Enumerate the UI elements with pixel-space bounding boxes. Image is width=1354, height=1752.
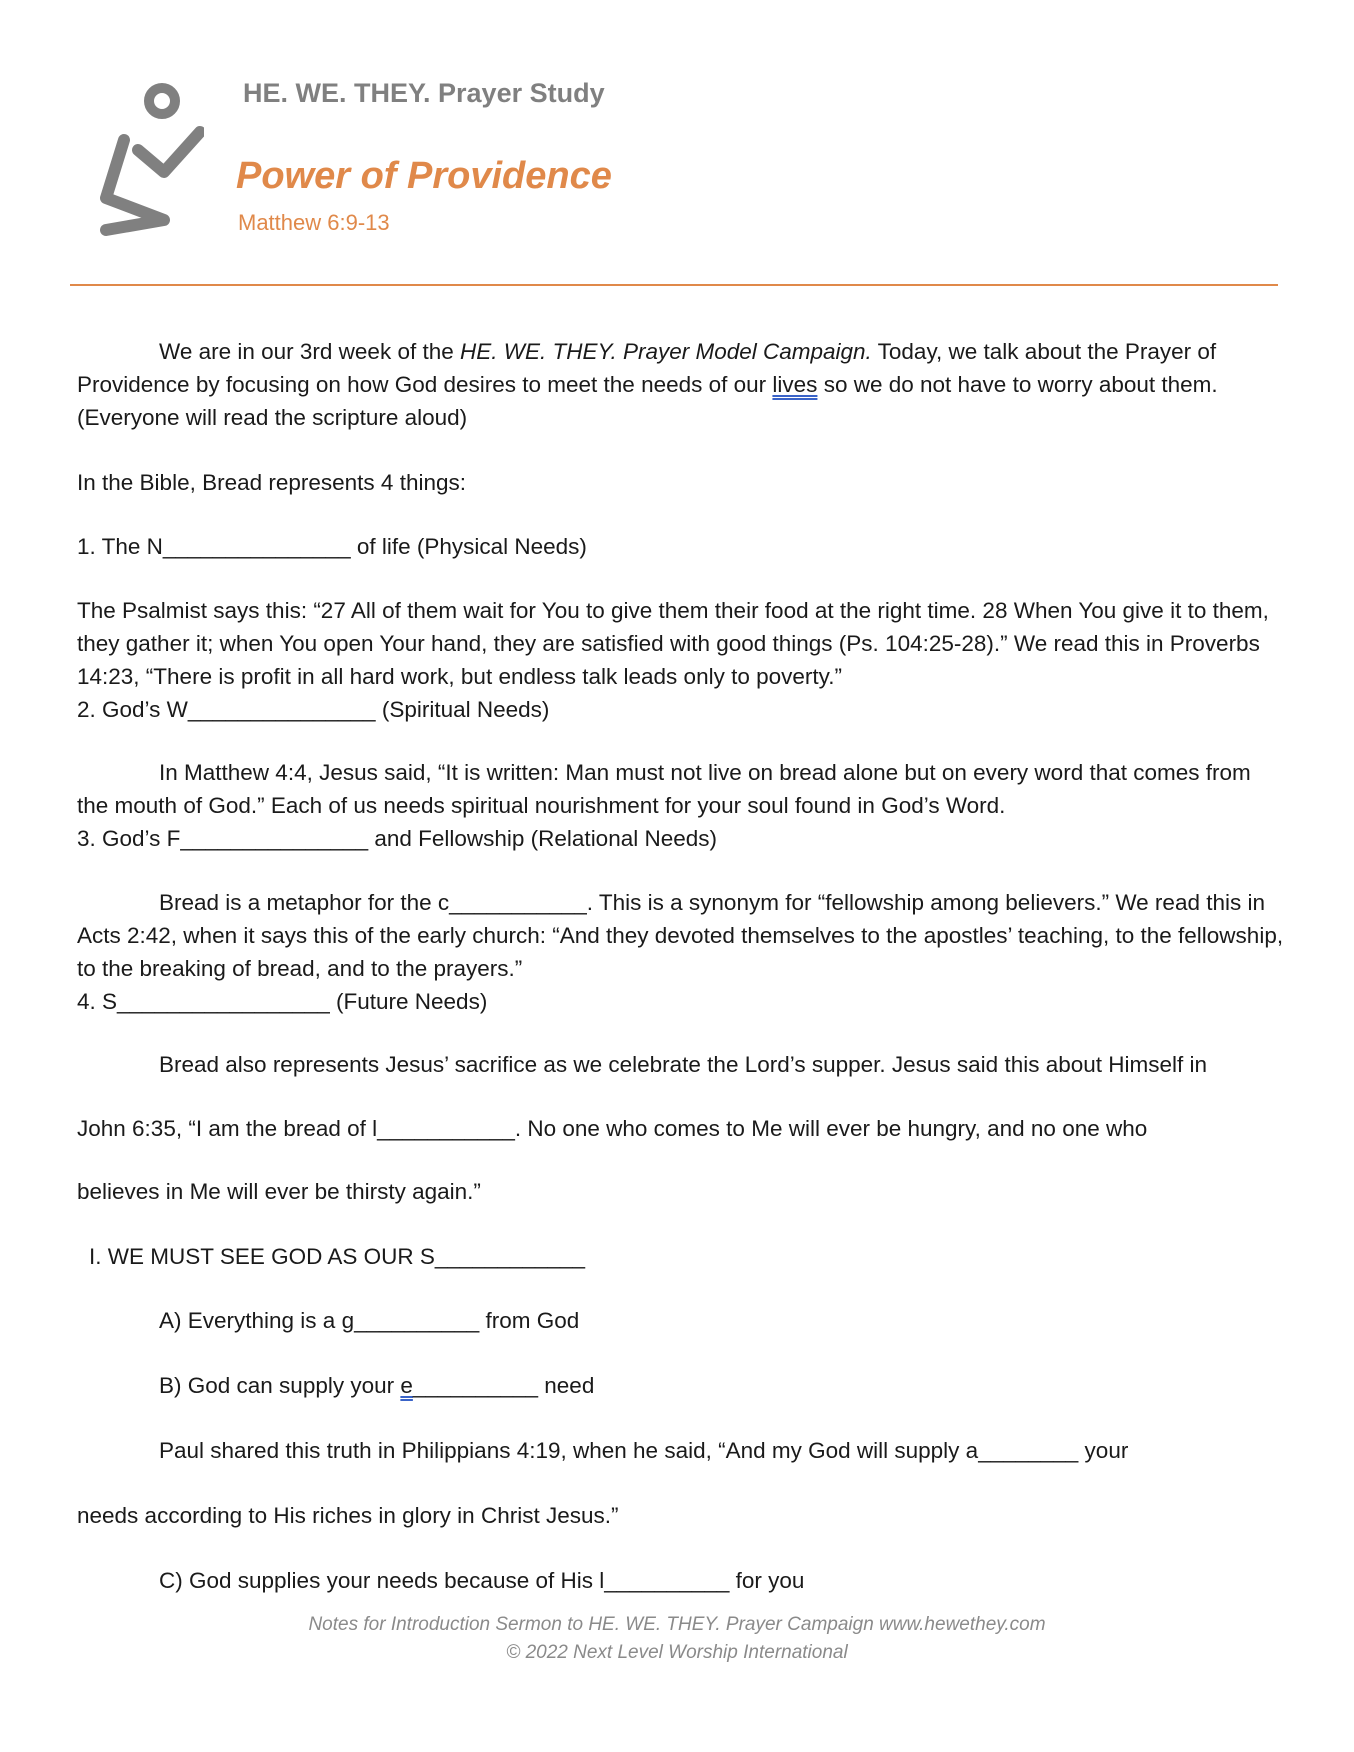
point-b-letter: e (400, 1373, 413, 1398)
matthew-paragraph (77, 756, 1287, 855)
point-b-blank: __________ need (412, 1373, 595, 1398)
metaphor-paragraph (77, 886, 1287, 1018)
intro-text-3: so we do not have to worry about them. (Everyone will read the scripture aloud) (77, 372, 1218, 430)
point-b (159, 1369, 1354, 1402)
intro-text-2: Today, we talk about the Prayer of Providence by focusing on how God desires to meet the needs of our (77, 339, 1217, 397)
psalmist-text: The Psalmist says this: “27 All of them wait for You to give them their food at the right time. 28 When You give it to them, they gather it; when You open Your hand, they are satisfied with good things (Ps. 104:25-28).” We read this in Proverbs 14:23, “There is profit in all hard work, but endless talk leads only to poverty.” (77, 598, 1269, 689)
point-4: 4. S_________________ (Future Needs) (77, 989, 488, 1014)
series-title: HE. WE. THEY. Prayer Study (243, 78, 605, 108)
point-c: C) God supplies your needs because of His l__________ for you (159, 1568, 805, 1593)
point-2: 2. God’s W_______________ (Spiritual Needs) (77, 697, 550, 722)
page-title: Power of Providence (236, 155, 612, 197)
bread-intro: In the Bible, Bread represents 4 things: (77, 470, 466, 495)
metaphor-text: Bread is a metaphor for the c___________. This is a synonym for “fellowship among believers.” We read this in Acts 2:42, when it says this of the early church: “And they devoted themselves to the apostles’ teaching, to the fellowship, to the breaking of bread, and to the prayers.” (77, 890, 1284, 981)
matthew-text: In Matthew 4:4, Jesus said, “It is written: Man must not live on bread alone but on every word that comes from the mouth of God.” Each of us needs spiritual nourishment for your soul found in God’s Word. (77, 760, 1251, 818)
point-b-text: B) God can supply your (159, 1373, 401, 1398)
point-3: 3. God’s F_______________ and Fellowship (Relational Needs) (77, 826, 718, 851)
campaign-name: HE. WE. THEY. Prayer Model Campaign. (460, 339, 872, 364)
lives-word: lives (772, 372, 818, 397)
praying-figure-icon (94, 80, 204, 240)
header-divider (70, 284, 1278, 286)
point-1: 1. The N_______________ of life (Physical Needs) (77, 534, 587, 559)
footer-line-1: Notes for Introduction Sermon to HE. WE. THEY. Prayer Campaign www.hewethey.com (308, 1614, 1046, 1635)
footer-line-2: © 2022 Next Level Worship International (506, 1642, 848, 1663)
paul-line-1: Paul shared this truth in Philippians 4:19, when he said, “And my God will supply a________ your (159, 1438, 1129, 1463)
section-heading-i: I. WE MUST SEE GOD AS OUR S____________ (89, 1244, 586, 1269)
sacrifice-line-2: John 6:35, “I am the bread of l___________. No one who comes to Me will ever be hungry, and no one who (77, 1116, 1148, 1141)
intro-paragraph (77, 335, 1287, 434)
sacrifice-line-3: believes in Me will ever be thirsty again.” (77, 1179, 481, 1204)
psalmist-paragraph (77, 594, 1287, 726)
intro-text-1: We are in our 3rd week of the (159, 339, 460, 364)
scripture-reference: Matthew 6:9-13 (238, 210, 390, 235)
sacrifice-line-1: Bread also represents Jesus’ sacrifice as we celebrate the Lord’s supper. Jesus said this about Himself in (159, 1052, 1208, 1077)
paul-line-2: needs according to His riches in glory in Christ Jesus.” (77, 1503, 619, 1528)
point-a: A) Everything is a g__________ from God (159, 1308, 580, 1333)
